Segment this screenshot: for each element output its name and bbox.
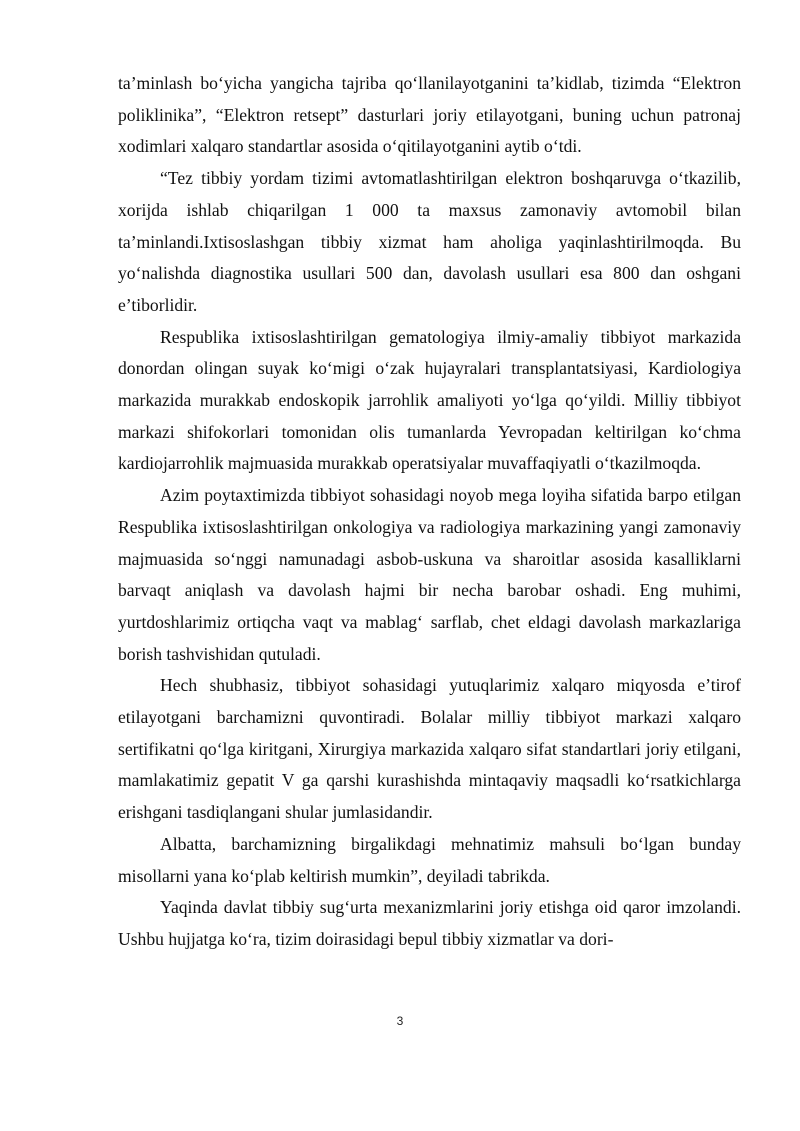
- paragraph-6: Albatta, barchamizning birgalikdagi mehnatimiz mahsuli bo‘lgan bunday misollarni yana ko‘plab keltirish mumkin”, deyiladi tabrikda.: [118, 833, 741, 886]
- paragraph-1: ta’minlash bo‘yicha yangicha tajriba qo‘llanilayotganini ta’kidlab, tizimda “Elektron poliklinika”, “Elektron retsept” dasturlari joriy etilayotgani, buning uchun patronaj xodimlari xalqaro standartlar asosida o‘qitilayotganini aytib o‘tdi.: [118, 73, 741, 157]
- paragraph-3: Respublika ixtisoslashtirilgan gematologiya ilmiy-amaliy tibbiyot markazida donordan olingan suyak ko‘migi o‘zak hujayralari transplantatsiyasi, Kardiologiya markazida murakkab endoskopik jarrohlik amaliyoti yo‘lga qo‘yildi. Milliy tibbiyot markazi shifokorlari tomonidan olis tumanlarda Yevropadan keltirilgan ko‘chma kardiojarrohlik majmuasida murakkab operatsiyalar muvaffaqiyatli o‘tkazilmoqda.: [118, 326, 741, 474]
- document-page: [118, 68, 741, 956]
- paragraph-4: Azim poytaxtimizda tibbiyot sohasidagi noyob mega loyiha sifatida barpo etilgan Respublika ixtisoslashtirilgan onkologiya va radiologiya markazining yangi zamonaviy majmuasida so‘nggi namunadagi asbob-uskuna va sharoitlar asosida kasalliklarni barvaqt aniqlash va davolash hajmi bir necha barobar oshadi. Eng muhimi, yurtdoshlarimiz ortiqcha vaqt va mablag‘ sarflab, chet eldagi davolash markazlariga borish tashvishidan qutuladi.: [118, 485, 741, 664]
- page-number: 3: [396, 1014, 404, 1028]
- paragraph-5: Hech shubhasiz, tibbiyot sohasidagi yutuqlarimiz xalqaro miqyosda e’tirof etilayotgani barchamizni quvontiradi. Bolalar milliy tibbiyot markazi xalqaro sertifikatni qo‘lga kiritgani, Xirurgiya markazida xalqaro sifat standartlari joriy etilgani, mamlakatimiz gepatit V ga qarshi kurashishda mintaqaviy maqsadli ko‘rsatkichlarga erishgani tasdiqlangani shular jumlasidandir.: [118, 675, 741, 823]
- paragraph-2: “Tez tibbiy yordam tizimi avtomatlashtirilgan elektron boshqaruvga o‘tkazilib, xorijda ishlab chiqarilgan 1 000 ta maxsus zamonaviy avtomobil bilan ta’minlandi.Ixtisoslashgan tibbiy xizmat ham aholiga yaqinlashtirilmoqda. Bu yo‘nalishda diagnostika usullari 500 dan, davolash usullari esa 800 dan oshgani e’tiborlidir.: [118, 168, 741, 315]
- paragraph-7: Yaqinda davlat tibbiy sug‘urta mexanizmlarini joriy etishga oid qaror imzolandi. Ushbu hujjatga ko‘ra, tizim doirasidagi bepul tibbiy xizmatlar va dori-: [118, 897, 741, 949]
